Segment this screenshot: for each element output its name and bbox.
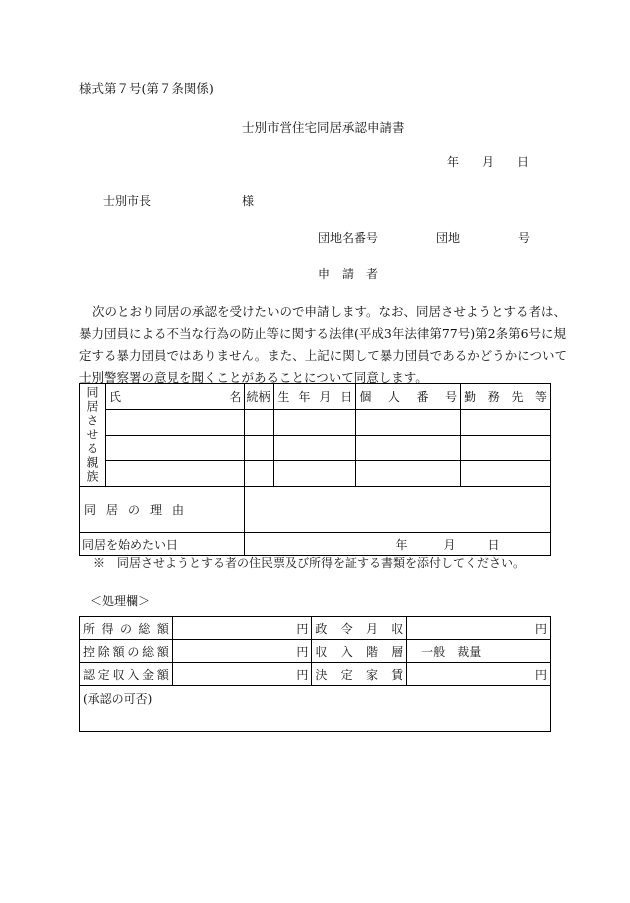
workplace-cell[interactable] xyxy=(461,409,551,435)
rent-label: 決 定 家 賃 xyxy=(312,663,407,686)
birthdate-cell[interactable] xyxy=(274,461,356,487)
name-cell[interactable] xyxy=(105,409,244,435)
relation-header: 続柄 xyxy=(245,384,274,410)
monthly-income-label: 政 令 月 収 xyxy=(312,617,407,640)
declaration-paragraph xyxy=(79,301,568,389)
name-cell[interactable] xyxy=(105,435,244,461)
relatives-table xyxy=(79,383,551,556)
id-number-cell[interactable] xyxy=(356,435,461,461)
housing-danchi: 団地 xyxy=(436,231,461,245)
certified-income-label: 認 定 収 入 金 額 xyxy=(80,663,173,686)
relatives-row-header: 同居させる親族 xyxy=(80,384,106,487)
date-year: 年 xyxy=(447,155,460,169)
approval-label: (承認の可否) xyxy=(83,692,153,706)
document-title: 士別市営住宅同居承認申請書 xyxy=(242,120,405,135)
addressee-honorific: 様 xyxy=(242,194,255,208)
reason-label: 同 居 の 理 由 xyxy=(80,487,245,533)
table-row xyxy=(80,461,551,487)
deduction-total-label: 控 除 額 の 総 額 xyxy=(80,640,173,663)
table-row xyxy=(80,617,551,640)
paragraph-line: 定する暴力団員ではありません。また、上記に関して暴力団員であるかどうかについて xyxy=(79,348,568,363)
approval-field[interactable] xyxy=(80,686,551,732)
reason-field[interactable] xyxy=(245,487,551,533)
certified-income-value[interactable]: 円 xyxy=(172,663,311,686)
relation-cell[interactable] xyxy=(245,435,274,461)
housing-label: 団地名番号 xyxy=(318,231,379,245)
total-income-label: 所 得 の 総 額 xyxy=(80,617,173,640)
rent-value[interactable]: 円 xyxy=(407,663,551,686)
start-date-field[interactable] xyxy=(245,533,551,556)
start-day: 日 xyxy=(487,537,500,552)
deduction-total-value[interactable]: 円 xyxy=(172,640,311,663)
total-income-value[interactable]: 円 xyxy=(172,617,311,640)
birthdate-cell[interactable] xyxy=(274,409,356,435)
id-number-cell[interactable] xyxy=(356,461,461,487)
paragraph-line: 暴力団員による不当な行為の防止等に関する法律(平成3年法律第77号)第2条第6号に規 xyxy=(79,326,567,341)
paragraph-line: 士別警察署の意見を聞くことがあることについて同意します。 xyxy=(79,370,428,385)
income-bracket-label: 収 入 階 層 xyxy=(312,640,407,663)
name-header: 氏 名 xyxy=(105,384,244,410)
relation-cell[interactable] xyxy=(245,461,274,487)
table-row xyxy=(80,663,551,686)
date-day: 日 xyxy=(517,155,530,169)
workplace-header: 勤 務 先 等 xyxy=(461,384,551,410)
monthly-income-value[interactable]: 円 xyxy=(407,617,551,640)
start-year: 年 xyxy=(395,537,408,552)
id-number-cell[interactable] xyxy=(356,409,461,435)
workplace-cell[interactable] xyxy=(461,435,551,461)
name-cell[interactable] xyxy=(105,461,244,487)
workplace-cell[interactable] xyxy=(461,461,551,487)
processing-heading: ＜処理欄＞ xyxy=(90,594,151,608)
housing-go: 号 xyxy=(518,231,531,245)
income-bracket-value[interactable]: 一般 裁量 xyxy=(407,640,551,663)
start-date-label: 同居を始めたい日 xyxy=(80,533,245,556)
birthdate-cell[interactable] xyxy=(274,435,356,461)
birthdate-header: 生 年 月 日 xyxy=(274,384,356,410)
processing-table xyxy=(79,616,551,732)
date-month: 月 xyxy=(482,155,495,169)
table-row xyxy=(80,435,551,461)
attachment-note: ※ 同居させようとする者の住民票及び所得を証する書類を添付してください。 xyxy=(93,556,526,570)
start-month: 月 xyxy=(443,537,456,552)
applicant-label: 申 請 者 xyxy=(318,267,379,281)
table-row xyxy=(80,409,551,435)
relation-cell[interactable] xyxy=(245,409,274,435)
addressee-name: 士別市長 xyxy=(103,194,152,208)
id-number-header: 個 人 番 号 xyxy=(356,384,461,410)
table-row xyxy=(80,640,551,663)
form-label: 様式第７号(第７条関係) xyxy=(79,81,214,96)
paragraph-line: 次のとおり同居の承認を受けたいので申請します。なお、同居させようとする者は、 xyxy=(92,304,567,319)
